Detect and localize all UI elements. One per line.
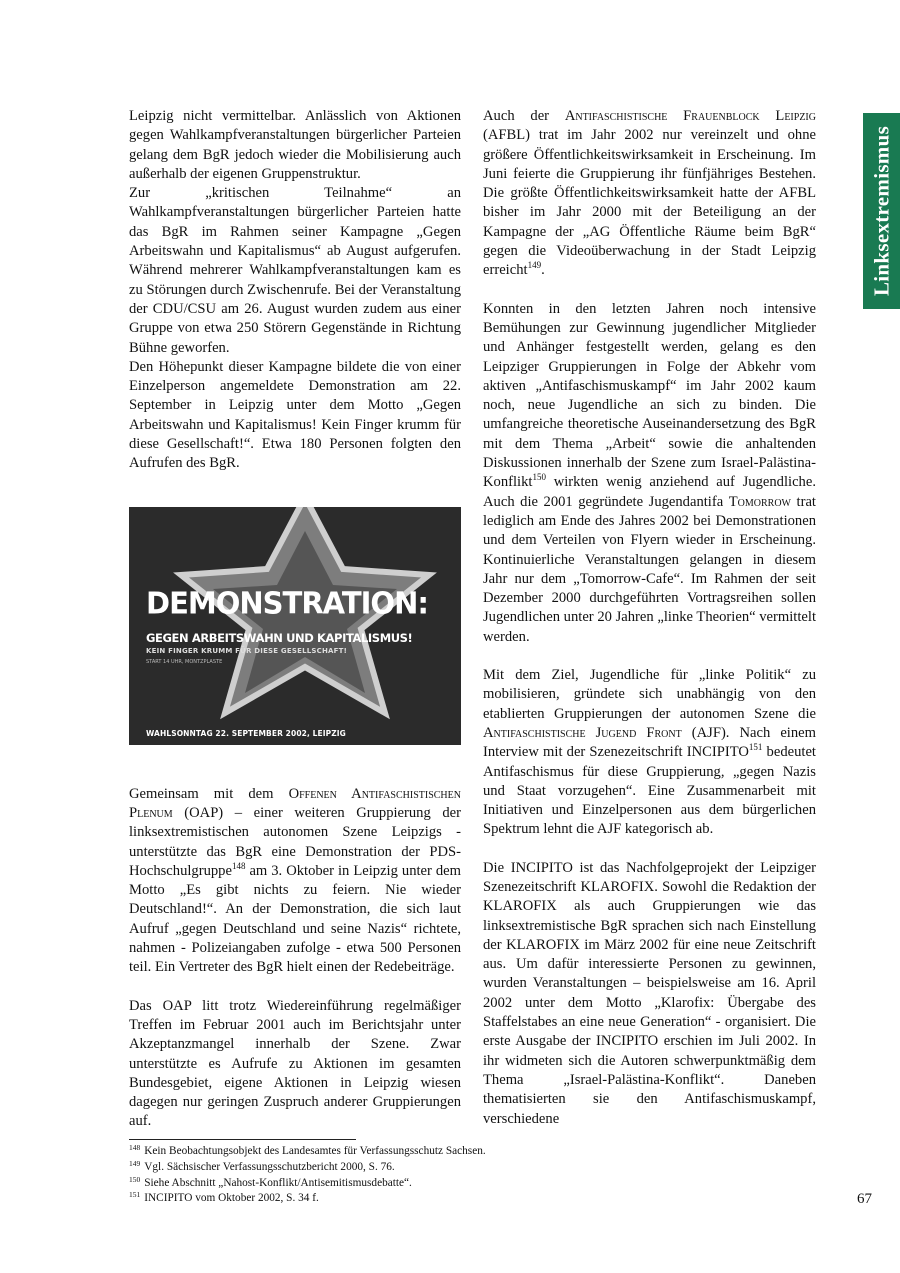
paragraph: Leipzig nicht vermittelbar. Anlässlich von Aktionen gegen Wahlkampfveranstaltungen bürgerlicher Parteien gelang dem BgR jedoch wieder die Mobilisierung auch außerhalb der eigenen Gruppenstruktur.: [129, 108, 461, 182]
poster-subtitle: GEGEN ARBEITSWAHN UND KAPITALISMUS!: [146, 630, 413, 645]
paragraph: Auch der Antifaschistische Frauenblock Leipzig (AFBL) trat im Jahr 2002 nur vereinzelt und ohne größere Öffentlichkeitswirksamkeit in Erscheinung. Im Juni feierte die Gruppierung ihr fünfjähriges Bestehen. Die größte Öffentlichkeitswirksamkeit hatte der AFBL bisher im Jahr 2000 mit der Beteiligung an der Kampagne der „AG Öffentliche Räume beim BgR“ gegen die Videoüberwachung in der Stadt Leipzig erreicht$^{149}$.: [483, 108, 816, 279]
org-name: Antifaschistische Frauenblock Leipzig: [564, 108, 816, 124]
paragraph: Gemeinsam mit dem Offenen Antifaschistischen Plenum (OAP) – einer weiteren Gruppierung der linksextremistischen autonomen Szene Leipzigs - unterstützte das BgR eine Demonstration der PDS-Hochschulgruppe$^{148}$ am 3. Oktober in Leipzig unter dem Motto „Es gibt nichts zu feiern. Nie wieder Deutschland!“. An der Demonstration, die sich laut Aufruf „gegen Deutschland und seine Nazis“ richtete, nahmen - Polizeiangaben zufolge - etwa 500 Personen teil. Ein Vertreter des BgR hielt einen der Redebeiträge.: [129, 785, 461, 976]
footnote: $^{151}$ INCIPITO vom Oktober 2002, S. 34 f.: [129, 1190, 319, 1205]
right-column: [483, 107, 816, 1129]
paragraph: Konnten in den letzten Jahren noch intensive Bemühungen zur Gewinnung jugendlicher Mitglieder und Anhänger festgestellt werden, gelang es den Leipziger Gruppierungen in Folge der Abkehr vom aktiven „Antifaschismuskampf“ im Jahr 2002 kaum noch, neue Jugendliche an sich zu binden. Die umfangreiche theoretische Auseinandersetzung des BgR mit dem Thema „Arbeit“ sowie die anhaltenden Diskussionen innerhalb der Szene zum Israel-Palästina-Konflikt$^{150}$ wirkten wenig anziehend auf Jugendliche. Auch die 2001 gegründete Jugendantifa Tomorrow trat lediglich am Ende des Jahres 2002 bei Demonstrationen und dem Verteilen von Flyern wieder in Erscheinung. Kontinuierliche Veranstaltungen gelangen in diesem Jahr nur dem „Tomorrow-Cafe“. Im Rahmen der seit Dezember 2000 durchgeführten Vortragsreihen sollen Jugendlichen unter 20 Jahren „linke Theorien“ vermittelt werden.: [483, 300, 816, 645]
footnote: $^{148}$ Kein Beobachtungsobjekt des Landesamtes für Verfassungsschutz Sachsen.: [129, 1143, 486, 1157]
poster-title: DEMONSTRATION:: [146, 584, 428, 621]
footnote-ref: 149: [527, 260, 542, 271]
left-column: [129, 107, 461, 1132]
poster-date: WAHLSONNTAG 22. SEPTEMBER 2002, LEIPZIG: [146, 728, 346, 738]
section-side-tab: [863, 113, 900, 309]
footnote: $^{150}$ Siehe Abschnitt „Nahost-Konflikt/Antisemitismusdebatte“.: [129, 1174, 412, 1189]
footnote-ref: 151: [748, 742, 763, 753]
org-name: Antifaschistische Jugend Front: [483, 724, 682, 741]
footnote: $^{149}$ Vgl. Sächsischer Verfassungsschutzbericht 2000, S. 76.: [129, 1158, 395, 1173]
org-name: Offenen Antifaschistischen Plenum: [129, 785, 461, 821]
star-graphic: [129, 507, 461, 745]
section-label: Linksextremismus: [869, 125, 893, 297]
org-name: Tomorrow: [728, 493, 791, 510]
paragraph: Den Höhepunkt dieser Kampagne bildete die von einer Einzelperson angemeldete Demonstration am 22. September in Leipzig unter dem Motto „Gegen Arbeitswahn und Kapitalismus! Kein Finger krumm für diese Gesellschaft!“. Etwa 180 Personen folgten den Aufrufen des BgR.: [129, 358, 461, 472]
demonstration-poster-image: [129, 507, 461, 745]
poster-subtitle-3: START 14 UHR, MONTZPLASTE: [146, 658, 223, 665]
footnote-ref: 150: [532, 472, 546, 483]
poster-subtitle-2: KEIN FINGER KRUMM FÜR DIESE GESELLSCHAFT!: [146, 646, 347, 655]
paragraph: Das OAP litt trotz Wiedereinführung regelmäßiger Treffen im Februar 2001 auch im Berichtsjahr unter Akzeptanzmangel innerhalb der Szene. Zwar unterstützte es Aufrufe zu Aktionen im gesamten Bundesgebiet, eigene Aktionen in Leipzig wiesen dagegen nur geringen Zuspruch anderer Gruppierungen auf.: [129, 997, 461, 1130]
page-number: 67: [857, 1191, 872, 1207]
paragraph: Die INCIPITO ist das Nachfolgeprojekt der Leipziger Szenezeitschrift KLAROFIX. Sowohl die Redaktion der KLAROFIX als auch Gruppierungen wie das linksextremistische BgR sprachen sich nach Einstellung der KLAROFIX im März 2002 für eine neue Zeitschrift aus. Um dafür interessierte Personen zu gewinnen, wurden Veranstaltungen – beispielsweise am 16. April 2002 unter dem Motto „Klarofix: Übergabe des Staffelstabes an eine neue Generation“ - organisiert. Die erste Ausgabe der INCIPITO erschien im Juli 2002. In ihr widmeten sich die Autoren schwerpunktmäßig dem Thema „Israel-Palästina-Konflikt“. Daneben thematisierten sie den Antifaschismuskampf, verschiedene: [483, 859, 816, 1127]
paragraph: Zur „kritischen Teilnahme“ an Wahlkampfveranstaltungen bürgerlicher Parteien hatte das BgR im Rahmen seiner Kampagne „Gegen Arbeitswahn und Kapitalismus“ ab August aufgerufen. Während mehrerer Wahlkampfveranstaltungen kam es zu Störungen durch Zwischenrufe. Bei der Veranstaltung der CDU/CSU am 26. August wurden zudem aus einer Gruppe von etwa 250 Störern Gegenstände in Richtung Bühne geworfen.: [129, 185, 461, 356]
paragraph: Mit dem Ziel, Jugendliche für „linke Politik“ zu mobilisieren, gründete sich unabhängig von den etablierten Gruppierungen der autonomen Szene die Antifaschistische Jugend Front (AJF). Nach einem Interview mit der Szenezeitschrift INCIPITO$^{151}$ bedeutet Antifaschismus für diese Gruppierung, „gegen Nazis und Staat vorzugehen“. Eine Zusammenarbeit mit Initiativen und Einzelpersonen aus dem bürgerlichen Spektrum lehnt die AJF kategorisch ab.: [483, 667, 816, 838]
footnotes: [129, 1144, 729, 1207]
footnote-ref: 148: [231, 860, 246, 871]
footnote-divider: [129, 1139, 356, 1140]
